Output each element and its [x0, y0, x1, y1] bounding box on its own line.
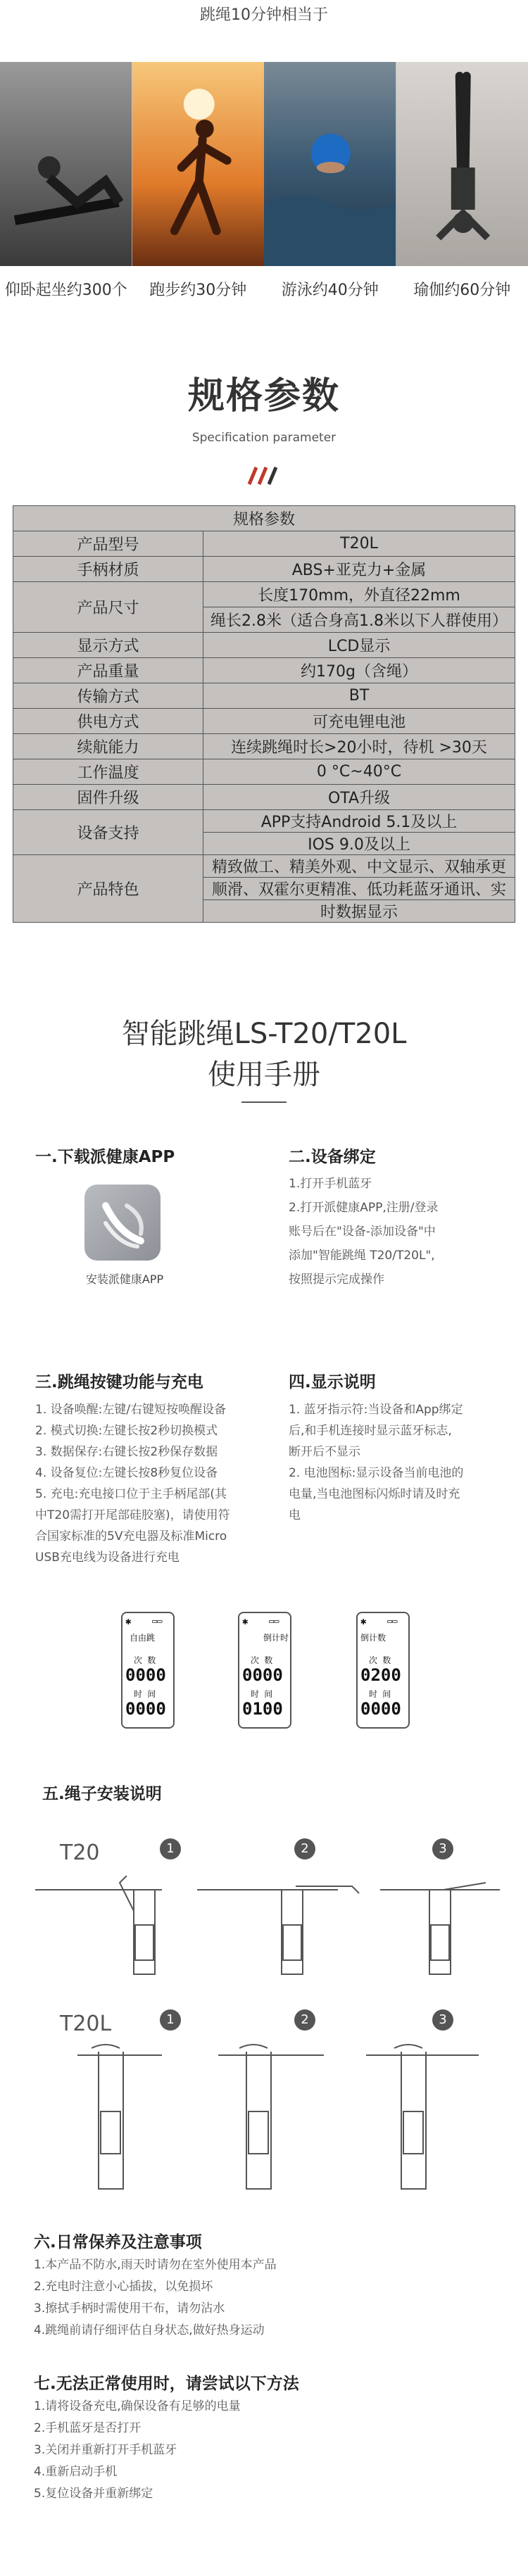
battery-icon: ▭▭ [152, 1616, 163, 1626]
spec-heading: 规格参数 [187, 375, 340, 417]
spec-value: 顺滑、双霍尔更精准、低功耗蓝牙通讯、实 [203, 878, 515, 900]
app-install-label: 安装派健康APP [85, 1273, 164, 1286]
screen-time: 0000 [125, 1699, 166, 1719]
spec-key: 产品型号 [13, 531, 203, 557]
swimming-photo [264, 62, 396, 266]
screen-time-label: 时 间 [251, 1689, 273, 1699]
red-slash-decoration [244, 465, 286, 486]
text-line: 1.打开手机蓝牙 [289, 1177, 372, 1191]
text-line: 2.手机蓝牙是否打开 [34, 2421, 142, 2435]
display-screen-free [121, 1612, 175, 1729]
text-line: 2.充电时注意小心插拔，以免损坏 [34, 2280, 213, 2294]
spec-key: 传输方式 [13, 683, 203, 709]
text-line: 中T20需打开尾部硅胶塞)，请使用符 [35, 1508, 230, 1522]
text-line: 2. 电池图标:显示设备当前电池的 [289, 1466, 464, 1480]
text-line: 电 [289, 1508, 301, 1522]
text-line: 账号后在"设备-添加设备"中 [289, 1225, 436, 1239]
step-number: 2 [294, 1838, 315, 1860]
spec-key: 产品重量 [13, 658, 203, 683]
t20-install-illustration [28, 1876, 507, 1981]
screen-mode: 倒计时 [263, 1633, 289, 1643]
spec-value: ABS+亚克力+金属 [203, 557, 515, 582]
step-number: 3 [432, 1838, 453, 1860]
text-line: 3.关闭并重新打开手机蓝牙 [34, 2443, 177, 2457]
screen-count-label: 次 数 [251, 1655, 273, 1665]
text-line: 3.擦拭手柄时需使用干布，请勿沾水 [34, 2302, 225, 2316]
screen-mode: 自由跳 [130, 1633, 156, 1643]
spec-value: 连续跳绳时长>20小时，待机 >30天 [203, 734, 515, 759]
screen-count-label: 次 数 [134, 1655, 156, 1665]
spec-value: IOS 9.0及以上 [203, 833, 515, 855]
model-label-t20: T20 [60, 1841, 100, 1865]
section-care-title: 六.日常保养及注意事项 [34, 2233, 202, 2252]
caption-yoga: 瑜伽约60分钟 [413, 282, 511, 299]
text-line: 添加"智能跳绳 T20/T20L", [289, 1249, 435, 1263]
spec-value: LCD显示 [203, 633, 515, 658]
text-line: 后,和手机连接时显示蓝牙标志, [289, 1424, 452, 1438]
spec-table-title: 规格参数 [13, 506, 515, 531]
manual-title-line2: 使用手册 [208, 1059, 320, 1091]
text-line: 按照提示完成操作 [289, 1273, 384, 1287]
text-line: 电量,当电池图标闪烁时请及时充 [289, 1487, 460, 1501]
text-line: 1. 设备唤醒:左键/右键短按唤醒设备 [35, 1403, 227, 1417]
spec-key: 续航能力 [13, 734, 203, 759]
spec-key: 显示方式 [13, 633, 203, 658]
text-line: 4. 设备复位:左键长按8秒复位设备 [35, 1466, 218, 1480]
step-number: 3 [432, 2009, 453, 2031]
text-line: 2. 模式切换:左键长按2秒切换模式 [35, 1424, 218, 1438]
intro-title: 跳绳10分钟相当于 [200, 6, 328, 24]
running-photo [132, 62, 265, 266]
text-line: 4.跳绳前请仔细评估自身状态,做好热身运动 [34, 2323, 265, 2337]
text-line: 断开后不显示 [289, 1445, 360, 1459]
spec-key: 供电方式 [13, 709, 203, 734]
bluetooth-icon: ✱ [242, 1616, 249, 1627]
spec-key: 固件升级 [13, 785, 203, 810]
situp-photo [0, 62, 132, 266]
t20l-install-illustration [28, 2041, 507, 2196]
bluetooth-icon: ✱ [360, 1616, 367, 1627]
spec-key: 设备支持 [13, 810, 203, 855]
display-screen-countdown-time [238, 1612, 291, 1729]
screen-time-label: 时 间 [134, 1689, 156, 1699]
app-icon[interactable] [84, 1185, 161, 1261]
screen-time: 0000 [360, 1699, 401, 1719]
screen-count: 0200 [360, 1665, 401, 1685]
section-display-title: 四.显示说明 [289, 1373, 376, 1391]
section-bind-text [289, 1172, 514, 1292]
spec-value: 可充电锂电池 [203, 709, 515, 734]
section-buttons-title: 三.跳绳按键功能与充电 [35, 1373, 203, 1391]
caption-situps: 仰卧起坐约300个 [4, 282, 127, 299]
spec-value: 时数据显示 [203, 900, 515, 923]
screen-time-label: 时 间 [369, 1689, 391, 1699]
section-troubleshoot-title: 七.无法正常使用时，请尝试以下方法 [34, 2375, 299, 2393]
spec-value: APP支持Android 5.1及以上 [203, 810, 515, 833]
text-line: 1. 蓝牙指示符:当设备和App绑定 [289, 1403, 463, 1417]
section-buttons-text [35, 1399, 268, 1568]
battery-icon: ▭▭ [387, 1616, 398, 1626]
spec-table [13, 505, 515, 923]
section-care-text [34, 2254, 491, 2342]
equivalent-captions [0, 278, 528, 300]
spec-key: 产品特色 [13, 855, 203, 923]
step-number: 1 [160, 2009, 181, 2031]
step-number: 1 [160, 1838, 181, 1860]
text-line: 5. 充电:充电接口位于主手柄尾部(其 [35, 1487, 227, 1501]
step-number: 2 [294, 2009, 315, 2031]
section-download-title: 一.下载派健康APP [35, 1148, 175, 1166]
spec-value: BT [203, 683, 515, 709]
spec-key: 产品尺寸 [13, 582, 203, 633]
spec-value: OTA升级 [203, 785, 515, 810]
screen-count-label: 次 数 [369, 1655, 391, 1665]
screen-mode: 倒计数 [360, 1633, 386, 1643]
spec-value: 0 °C~40°C [203, 759, 515, 785]
spec-key: 工作温度 [13, 759, 203, 785]
text-line: USB充电线为设备进行充电 [35, 1551, 180, 1565]
exercise-photos [0, 62, 528, 266]
manual-title [0, 1014, 528, 1095]
text-line: 4.重新启动手机 [34, 2465, 118, 2479]
spec-value: T20L [203, 531, 515, 557]
spec-value: 精致做工、精美外观、中文显示、双轴承更 [203, 855, 515, 878]
section-troubleshoot-text [34, 2396, 491, 2505]
manual-title-underline [241, 1101, 287, 1103]
bluetooth-icon: ✱ [125, 1616, 132, 1627]
text-line: 1.请将设备充电,确保设备有足够的电量 [34, 2399, 241, 2413]
battery-icon: ▭▭ [269, 1616, 279, 1626]
section-bind-title: 二.设备绑定 [289, 1148, 376, 1166]
spec-value: 长度170mm，外直径22mm [203, 582, 515, 607]
model-label-t20l: T20L [60, 2012, 112, 2036]
section-install-title: 五.绳子安装说明 [42, 1785, 162, 1803]
spec-subheading: Specification parameter [191, 431, 337, 445]
spec-value: 绳长2.8米（适合身高1.8米以下人群使用） [203, 607, 515, 633]
text-line: 合国家标准的5V充电器及标准Micro [35, 1529, 227, 1543]
screen-count: 0000 [125, 1665, 166, 1685]
yoga-photo [396, 62, 528, 266]
text-line: 1.本产品不防水,雨天时请勿在室外使用本产品 [34, 2258, 277, 2272]
section-display-text [289, 1399, 514, 1526]
caption-running: 跑步约30分钟 [149, 282, 247, 299]
text-line: 2.打开派健康APP,注册/登录 [289, 1201, 439, 1215]
display-screen-countdown-count [356, 1612, 410, 1729]
text-line: 3. 数据保存:右键长按2秒保存数据 [35, 1445, 218, 1459]
screen-count: 0000 [242, 1665, 283, 1685]
screen-time: 0100 [242, 1699, 283, 1719]
text-line: 5.复位设备并重新绑定 [34, 2487, 153, 2501]
spec-key: 手柄材质 [13, 557, 203, 582]
manual-title-line1: 智能跳绳LS-T20/T20L [121, 1018, 407, 1050]
spec-value: 约170g（含绳） [203, 658, 515, 683]
caption-swimming: 游泳约40分钟 [281, 282, 379, 299]
